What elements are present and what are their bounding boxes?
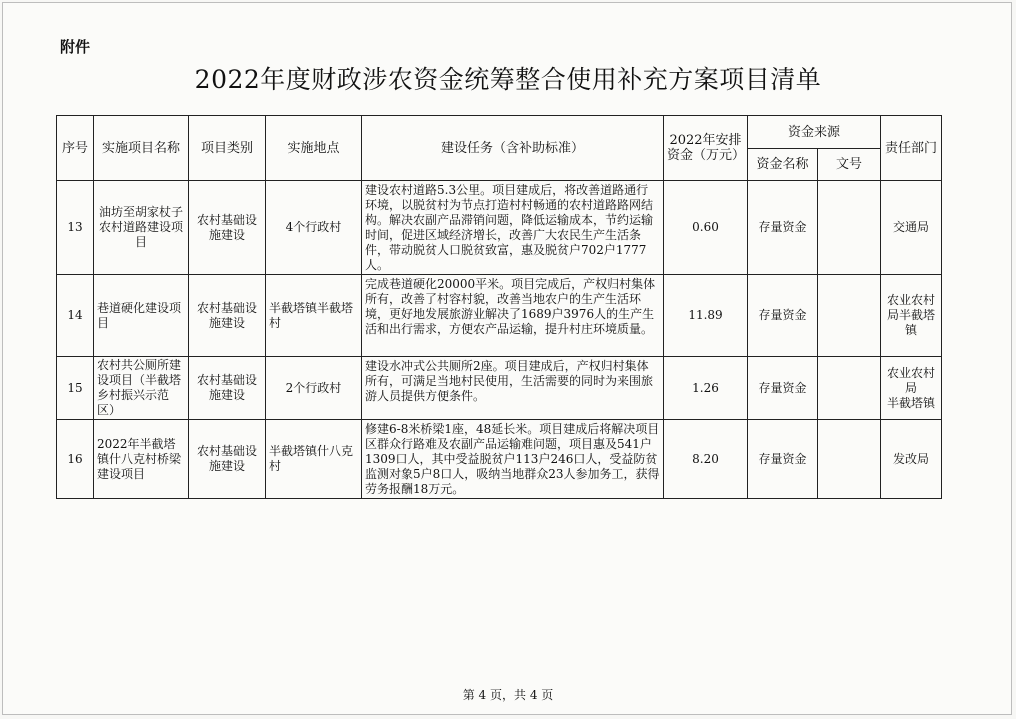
row-doc-no — [818, 275, 881, 357]
row-funds: 0.60 — [664, 181, 748, 275]
table-row — [57, 420, 942, 499]
row-dept: 农业农村局 半截塔镇 — [881, 357, 942, 420]
header-location: 实施地点 — [266, 116, 362, 181]
row-seq: 13 — [57, 181, 94, 275]
header-seq: 序号 — [57, 116, 94, 181]
row-category: 农村基础设施建设 — [189, 181, 266, 275]
row-doc-no — [818, 420, 881, 499]
row-source-name: 存量资金 — [748, 357, 818, 420]
row-source-name: 存量资金 — [748, 420, 818, 499]
header-dept: 责任部门 — [881, 116, 942, 181]
document-title: 2022年度财政涉农资金统筹整合使用补充方案项目清单 — [194, 65, 822, 94]
row-location: 半截塔镇半截塔村 — [266, 275, 362, 357]
row-name: 油坊至胡家杖子农村道路建设项目 — [94, 181, 189, 275]
row-source-name: 存量资金 — [748, 181, 818, 275]
header-funds: 2022年安排资金（万元） — [664, 116, 748, 181]
row-task: 修建6-8米桥梁1座，48延长米。项目建成后将解决项目区群众行路难及农副产品运输难问题，项目惠及541户1309口人，其中受益脱贫户113户246口人，受益防贫监测对象5户8口人，吸纳当地群众23人参加务工，获得劳务报酬18万元。 — [362, 420, 664, 499]
header-doc-no: 文号 — [818, 149, 881, 181]
row-dept: 交通局 — [881, 181, 942, 275]
table-row — [57, 275, 942, 357]
table-row — [57, 357, 942, 420]
header-name: 实施项目名称 — [94, 116, 189, 181]
page-footer: 第 4 页，共 4 页 — [462, 688, 554, 702]
row-funds: 8.20 — [664, 420, 748, 499]
row-seq: 16 — [57, 420, 94, 499]
row-seq: 15 — [57, 357, 94, 420]
row-name: 农村共公厕所建设项目（半截塔乡村振兴示范区） — [94, 357, 189, 420]
header-source: 资金来源 — [748, 116, 881, 149]
row-doc-no — [818, 357, 881, 420]
row-source-name: 存量资金 — [748, 275, 818, 357]
project-table — [56, 115, 942, 499]
row-location: 2个行政村 — [266, 357, 362, 420]
row-dept: 农业农村局半截塔镇 — [881, 275, 942, 357]
attachment-label: 附件 — [60, 38, 91, 56]
row-funds: 1.26 — [664, 357, 748, 420]
row-doc-no — [818, 181, 881, 275]
header-task: 建设任务（含补助标准） — [362, 116, 664, 181]
row-category: 农村基础设施建设 — [189, 275, 266, 357]
row-category: 农村基础设施建设 — [189, 420, 266, 499]
header-category: 项目类别 — [189, 116, 266, 181]
row-task: 建设农村道路5.3公里。项目建成后，将改善道路通行环境，以脱贫村为节点打造村村畅通的农村道路路网结构。解决农副产品滞销问题，降低运输成本，节约运输时间，促进区域经济增长，改善广大农民生产生活条件，带动脱贫人口脱贫致富，惠及脱贫户702户1777人。 — [362, 181, 664, 275]
row-task: 建设水冲式公共厕所2座。项目建成后，产权归村集体所有，可满足当地村民使用，生活需要的同时为来围旅游人员提供方便条件。 — [362, 357, 664, 420]
row-task: 完成巷道硬化20000平米。项目完成后，产权归村集体所有，改善了村容村貌，改善当地农户的生产生活环境，更好地发展旅游业解决了1689户3976人的生产生活和出行需求，方便农产品运输，提升村庄环境质量。 — [362, 275, 664, 357]
row-name: 2022年半截塔镇什八克村桥梁建设项目 — [94, 420, 189, 499]
row-seq: 14 — [57, 275, 94, 357]
header-source-name: 资金名称 — [748, 149, 818, 181]
row-dept: 发改局 — [881, 420, 942, 499]
table-row — [57, 181, 942, 275]
row-funds: 11.89 — [664, 275, 748, 357]
row-location: 4个行政村 — [266, 181, 362, 275]
row-location: 半截塔镇什八克村 — [266, 420, 362, 499]
row-category: 农村基础设施建设 — [189, 357, 266, 420]
row-name: 巷道硬化建设项目 — [94, 275, 189, 357]
